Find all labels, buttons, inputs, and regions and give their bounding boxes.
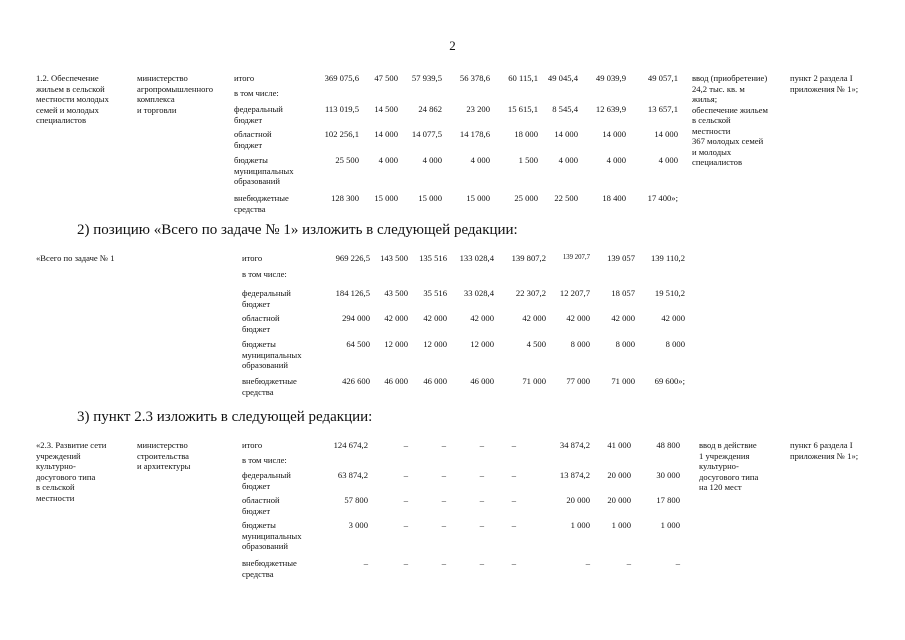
s3-row-label: бюджеты муниципальных образований: [242, 520, 302, 551]
table-cell: 42 000: [423, 313, 447, 323]
s2-row-label: областной бюджет: [242, 313, 280, 334]
table-cell: 41 000: [607, 440, 631, 450]
s1-row-label: итого: [234, 73, 255, 83]
table-cell: 14 000: [602, 129, 626, 139]
s1-row-label: федеральный бюджет: [234, 104, 283, 125]
table-cell: 1 000: [660, 520, 680, 530]
table-cell: 4 000: [422, 155, 442, 165]
s3-row-label: в том числе:: [242, 455, 287, 465]
table-cell: 4 500: [526, 339, 546, 349]
table-cell: 49 045,4: [547, 73, 578, 83]
table-cell: 369 075,6: [324, 73, 359, 83]
table-cell: –: [441, 558, 446, 568]
page-number: 2: [449, 38, 456, 53]
table-cell: 12 000: [470, 339, 494, 349]
table-cell: –: [479, 495, 484, 505]
table-cell: –: [441, 440, 446, 450]
table-cell: 8 000: [665, 339, 685, 349]
table-cell: 46 000: [423, 376, 447, 386]
table-cell: –: [511, 558, 516, 568]
table-cell: 139 807,2: [511, 253, 546, 263]
table-cell: 22 500: [554, 193, 578, 203]
s3-executor: министерство строительства и архитектуры: [137, 440, 191, 471]
table-cell: 17 800: [656, 495, 680, 505]
table-cell: 56 378,6: [459, 73, 490, 83]
table-cell: 4 000: [658, 155, 678, 165]
table-cell: 294 000: [342, 313, 370, 323]
s3-row-label: федеральный бюджет: [242, 470, 291, 491]
table-cell: 46 000: [470, 376, 494, 386]
table-cell: 47 500: [374, 73, 398, 83]
s3-reference: пункт 6 раздела I приложения № 1»;: [790, 440, 859, 461]
s3-row-label: итого: [242, 440, 263, 450]
table-cell: 3 000: [348, 520, 368, 530]
table-cell: 4 000: [378, 155, 398, 165]
table-cell: 71 000: [522, 376, 546, 386]
table-cell: 14 077,5: [411, 129, 442, 139]
table-cell: –: [511, 495, 516, 505]
s2-task-label: «Всего по задаче № 1: [36, 253, 115, 263]
table-cell: –: [403, 495, 408, 505]
table-cell: –: [479, 440, 484, 450]
table-cell: 1 500: [518, 155, 538, 165]
table-cell: –: [479, 558, 484, 568]
table-cell: –: [441, 495, 446, 505]
table-cell: 63 874,2: [337, 470, 368, 480]
table-cell: –: [403, 520, 408, 530]
s3-row-label: областной бюджет: [242, 495, 280, 516]
table-cell: 14 000: [654, 129, 678, 139]
table-cell: 42 000: [566, 313, 590, 323]
table-cell: 113 019,5: [324, 104, 359, 114]
table-cell: –: [403, 558, 408, 568]
table-cell: 8 000: [615, 339, 635, 349]
s1-row-label: внебюджетные средства: [234, 193, 289, 214]
table-cell: 77 000: [566, 376, 590, 386]
table-cell: 64 500: [346, 339, 370, 349]
s2-row-label: в том числе:: [242, 269, 287, 279]
s3-row-label: внебюджетные средства: [242, 558, 297, 579]
table-cell: 48 800: [656, 440, 680, 450]
table-cell: 35 516: [423, 288, 447, 298]
table-cell: 42 000: [661, 313, 685, 323]
table-cell: 426 600: [342, 376, 370, 386]
table-cell: 4 000: [606, 155, 626, 165]
s1-row-label: бюджеты муниципальных образований: [234, 155, 294, 186]
table-cell: –: [585, 558, 590, 568]
table-cell: 22 307,2: [515, 288, 546, 298]
s2-row-label: внебюджетные средства: [242, 376, 297, 397]
table-cell: 12 639,9: [595, 104, 626, 114]
heading-2: 2) позицию «Всего по задаче № 1» изложить в следующей редакции:: [77, 222, 518, 238]
table-cell: –: [363, 558, 368, 568]
table-cell: –: [479, 520, 484, 530]
table-cell: 13 657,1: [647, 104, 678, 114]
table-cell: 4 000: [558, 155, 578, 165]
table-cell: –: [441, 520, 446, 530]
table-cell: 49 057,1: [647, 73, 678, 83]
table-cell: 139 207,7: [562, 254, 590, 261]
table-cell: 14 000: [554, 129, 578, 139]
table-cell: 60 115,1: [508, 73, 538, 83]
table-cell: 25 500: [335, 155, 359, 165]
s1-result: ввод (приобретение) 24,2 тыс. кв. м жилья; обеспечение жильем в сельской местности 367 молодых семей и молодых специалистов: [692, 73, 768, 167]
table-cell: 49 039,9: [595, 73, 626, 83]
s1-row-label: областной бюджет: [234, 129, 272, 150]
table-cell: 25 000: [514, 193, 538, 203]
s1-reference: пункт 2 раздела I приложения № 1»;: [790, 73, 859, 94]
s3-result: ввод в действие 1 учреждения культурно- досугового типа на 120 мест: [699, 440, 759, 492]
s3-task-label: «2.3. Развитие сети учреждений культурно- досугового типа в сельской местности: [36, 440, 107, 503]
table-cell: 20 000: [566, 495, 590, 505]
table-cell: –: [511, 470, 516, 480]
table-cell: 17 400»;: [647, 193, 678, 203]
table-cell: 15 000: [466, 193, 490, 203]
table-cell: 57 939,5: [411, 73, 442, 83]
heading-3: 3) пункт 2.3 изложить в следующей редакции:: [77, 409, 373, 425]
table-cell: 139 057: [607, 253, 635, 263]
table-cell: 139 110,2: [650, 253, 685, 263]
table-cell: 57 800: [344, 495, 368, 505]
table-cell: 18 057: [611, 288, 635, 298]
table-cell: 135 516: [419, 253, 447, 263]
table-cell: 12 000: [423, 339, 447, 349]
table-cell: 128 300: [331, 193, 359, 203]
table-cell: 23 200: [466, 104, 490, 114]
table-cell: –: [479, 470, 484, 480]
table-cell: –: [511, 440, 516, 450]
table-cell: –: [441, 470, 446, 480]
table-cell: 184 126,5: [335, 288, 370, 298]
table-cell: 12 000: [384, 339, 408, 349]
table-cell: 24 862: [418, 104, 442, 114]
table-cell: 42 000: [611, 313, 635, 323]
table-cell: 46 000: [384, 376, 408, 386]
table-cell: 1 000: [611, 520, 631, 530]
table-cell: 4 000: [470, 155, 490, 165]
s1-task-label: 1.2. Обеспечение жильем в сельской местности молодых семей и молодых специалистов: [36, 73, 109, 125]
table-cell: 14 500: [374, 104, 398, 114]
table-cell: 30 000: [656, 470, 680, 480]
table-cell: 69 600»;: [654, 376, 685, 386]
s1-row-label: в том числе:: [234, 88, 279, 98]
table-cell: 42 000: [522, 313, 546, 323]
table-cell: 133 028,4: [459, 253, 494, 263]
s2-row-label: бюджеты муниципальных образований: [242, 339, 302, 370]
s2-row-label: итого: [242, 253, 263, 263]
table-cell: 8 000: [570, 339, 590, 349]
table-cell: 42 000: [384, 313, 408, 323]
table-cell: –: [626, 558, 631, 568]
table-cell: 18 000: [514, 129, 538, 139]
table-cell: 12 207,7: [559, 288, 590, 298]
table-cell: 15 000: [418, 193, 442, 203]
table-cell: 1 000: [570, 520, 590, 530]
table-cell: –: [675, 558, 680, 568]
table-cell: –: [511, 520, 516, 530]
table-cell: –: [403, 470, 408, 480]
s2-row-label: федеральный бюджет: [242, 288, 291, 309]
table-cell: 34 874,2: [559, 440, 590, 450]
table-cell: 71 000: [611, 376, 635, 386]
table-cell: 969 226,5: [335, 253, 370, 263]
table-cell: 124 674,2: [333, 440, 368, 450]
table-cell: 102 256,1: [324, 129, 359, 139]
table-cell: –: [403, 440, 408, 450]
table-cell: 8 545,4: [552, 104, 578, 114]
table-cell: 14 178,6: [459, 129, 490, 139]
s1-executor: министерство агропромышленного комплекса и торговли: [137, 73, 213, 115]
table-cell: 143 500: [380, 253, 408, 263]
table-cell: 13 874,2: [559, 470, 590, 480]
table-cell: 15 000: [374, 193, 398, 203]
table-cell: 15 615,1: [507, 104, 538, 114]
table-cell: 20 000: [607, 495, 631, 505]
table-cell: 14 000: [374, 129, 398, 139]
table-cell: 42 000: [470, 313, 494, 323]
table-cell: 19 510,2: [654, 288, 685, 298]
table-cell: 43 500: [384, 288, 408, 298]
table-cell: 18 400: [602, 193, 626, 203]
table-cell: 33 028,4: [463, 288, 494, 298]
table-cell: 20 000: [607, 470, 631, 480]
